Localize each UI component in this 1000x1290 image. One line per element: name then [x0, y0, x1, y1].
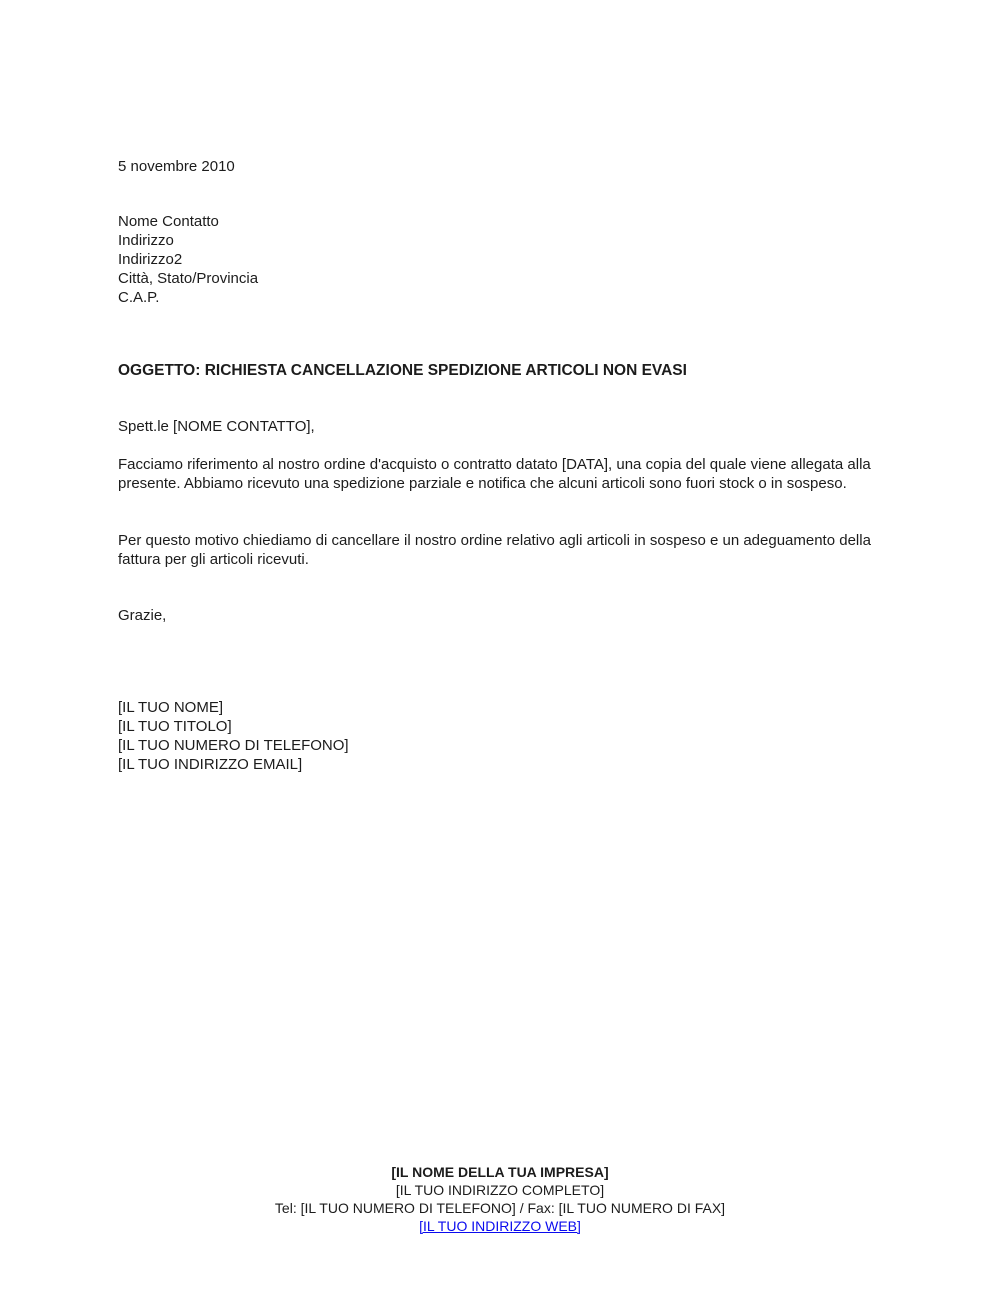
recipient-postal-code: C.A.P. [118, 289, 160, 306]
recipient-city-state: Città, Stato/Provincia [118, 270, 259, 287]
body-paragraph-2: Per questo motivo chiediamo di cancellare il nostro ordine relativo agli articoli in sospeso e un adeguamento della fattura per gli articoli ricevuti. [118, 532, 871, 568]
salutation: Spett.le [NOME CONTATTO], [118, 418, 315, 435]
footer-tel-fax: Tel: [IL TUO NUMERO DI TELEFONO] / Fax: [IL TUO NUMERO DI FAX] [274, 1200, 726, 1216]
letter-footer [0, 1163, 1000, 1235]
signature-name: [IL TUO NOME] [118, 699, 224, 716]
body-paragraph-1: Facciamo riferimento al nostro ordine d'acquisto o contratto datato [DATA], una copia del quale viene allegata alla presente. Abbiamo ricevuto una spedizione parziale e notifica che alcuni articoli sono fuori stock o in sospeso. [118, 456, 871, 492]
signature-phone: [IL TUO NUMERO DI TELEFONO] [118, 737, 349, 754]
recipient-block [118, 212, 258, 307]
subject-line: OGGETTO: RICHIESTA CANCELLAZIONE SPEDIZIONE ARTICOLI NON EVASI [118, 362, 687, 379]
recipient-address-2: Indirizzo2 [118, 251, 183, 268]
recipient-name: Nome Contatto [118, 213, 219, 230]
signature-title: [IL TUO TITOLO] [118, 718, 232, 735]
footer-web-link[interactable]: [IL TUO INDIRIZZO WEB] [419, 1218, 581, 1234]
signature-email: [IL TUO INDIRIZZO EMAIL] [118, 756, 303, 773]
footer-web-row [0, 1217, 1000, 1235]
recipient-address-1: Indirizzo [118, 232, 174, 249]
closing: Grazie, [118, 607, 167, 624]
footer-company-name: [IL NOME DELLA TUA IMPRESA] [391, 1164, 609, 1180]
letter-date: 5 novembre 2010 [118, 158, 235, 175]
footer-address: [IL TUO INDIRIZZO COMPLETO] [395, 1182, 605, 1198]
signature-block [118, 698, 349, 774]
